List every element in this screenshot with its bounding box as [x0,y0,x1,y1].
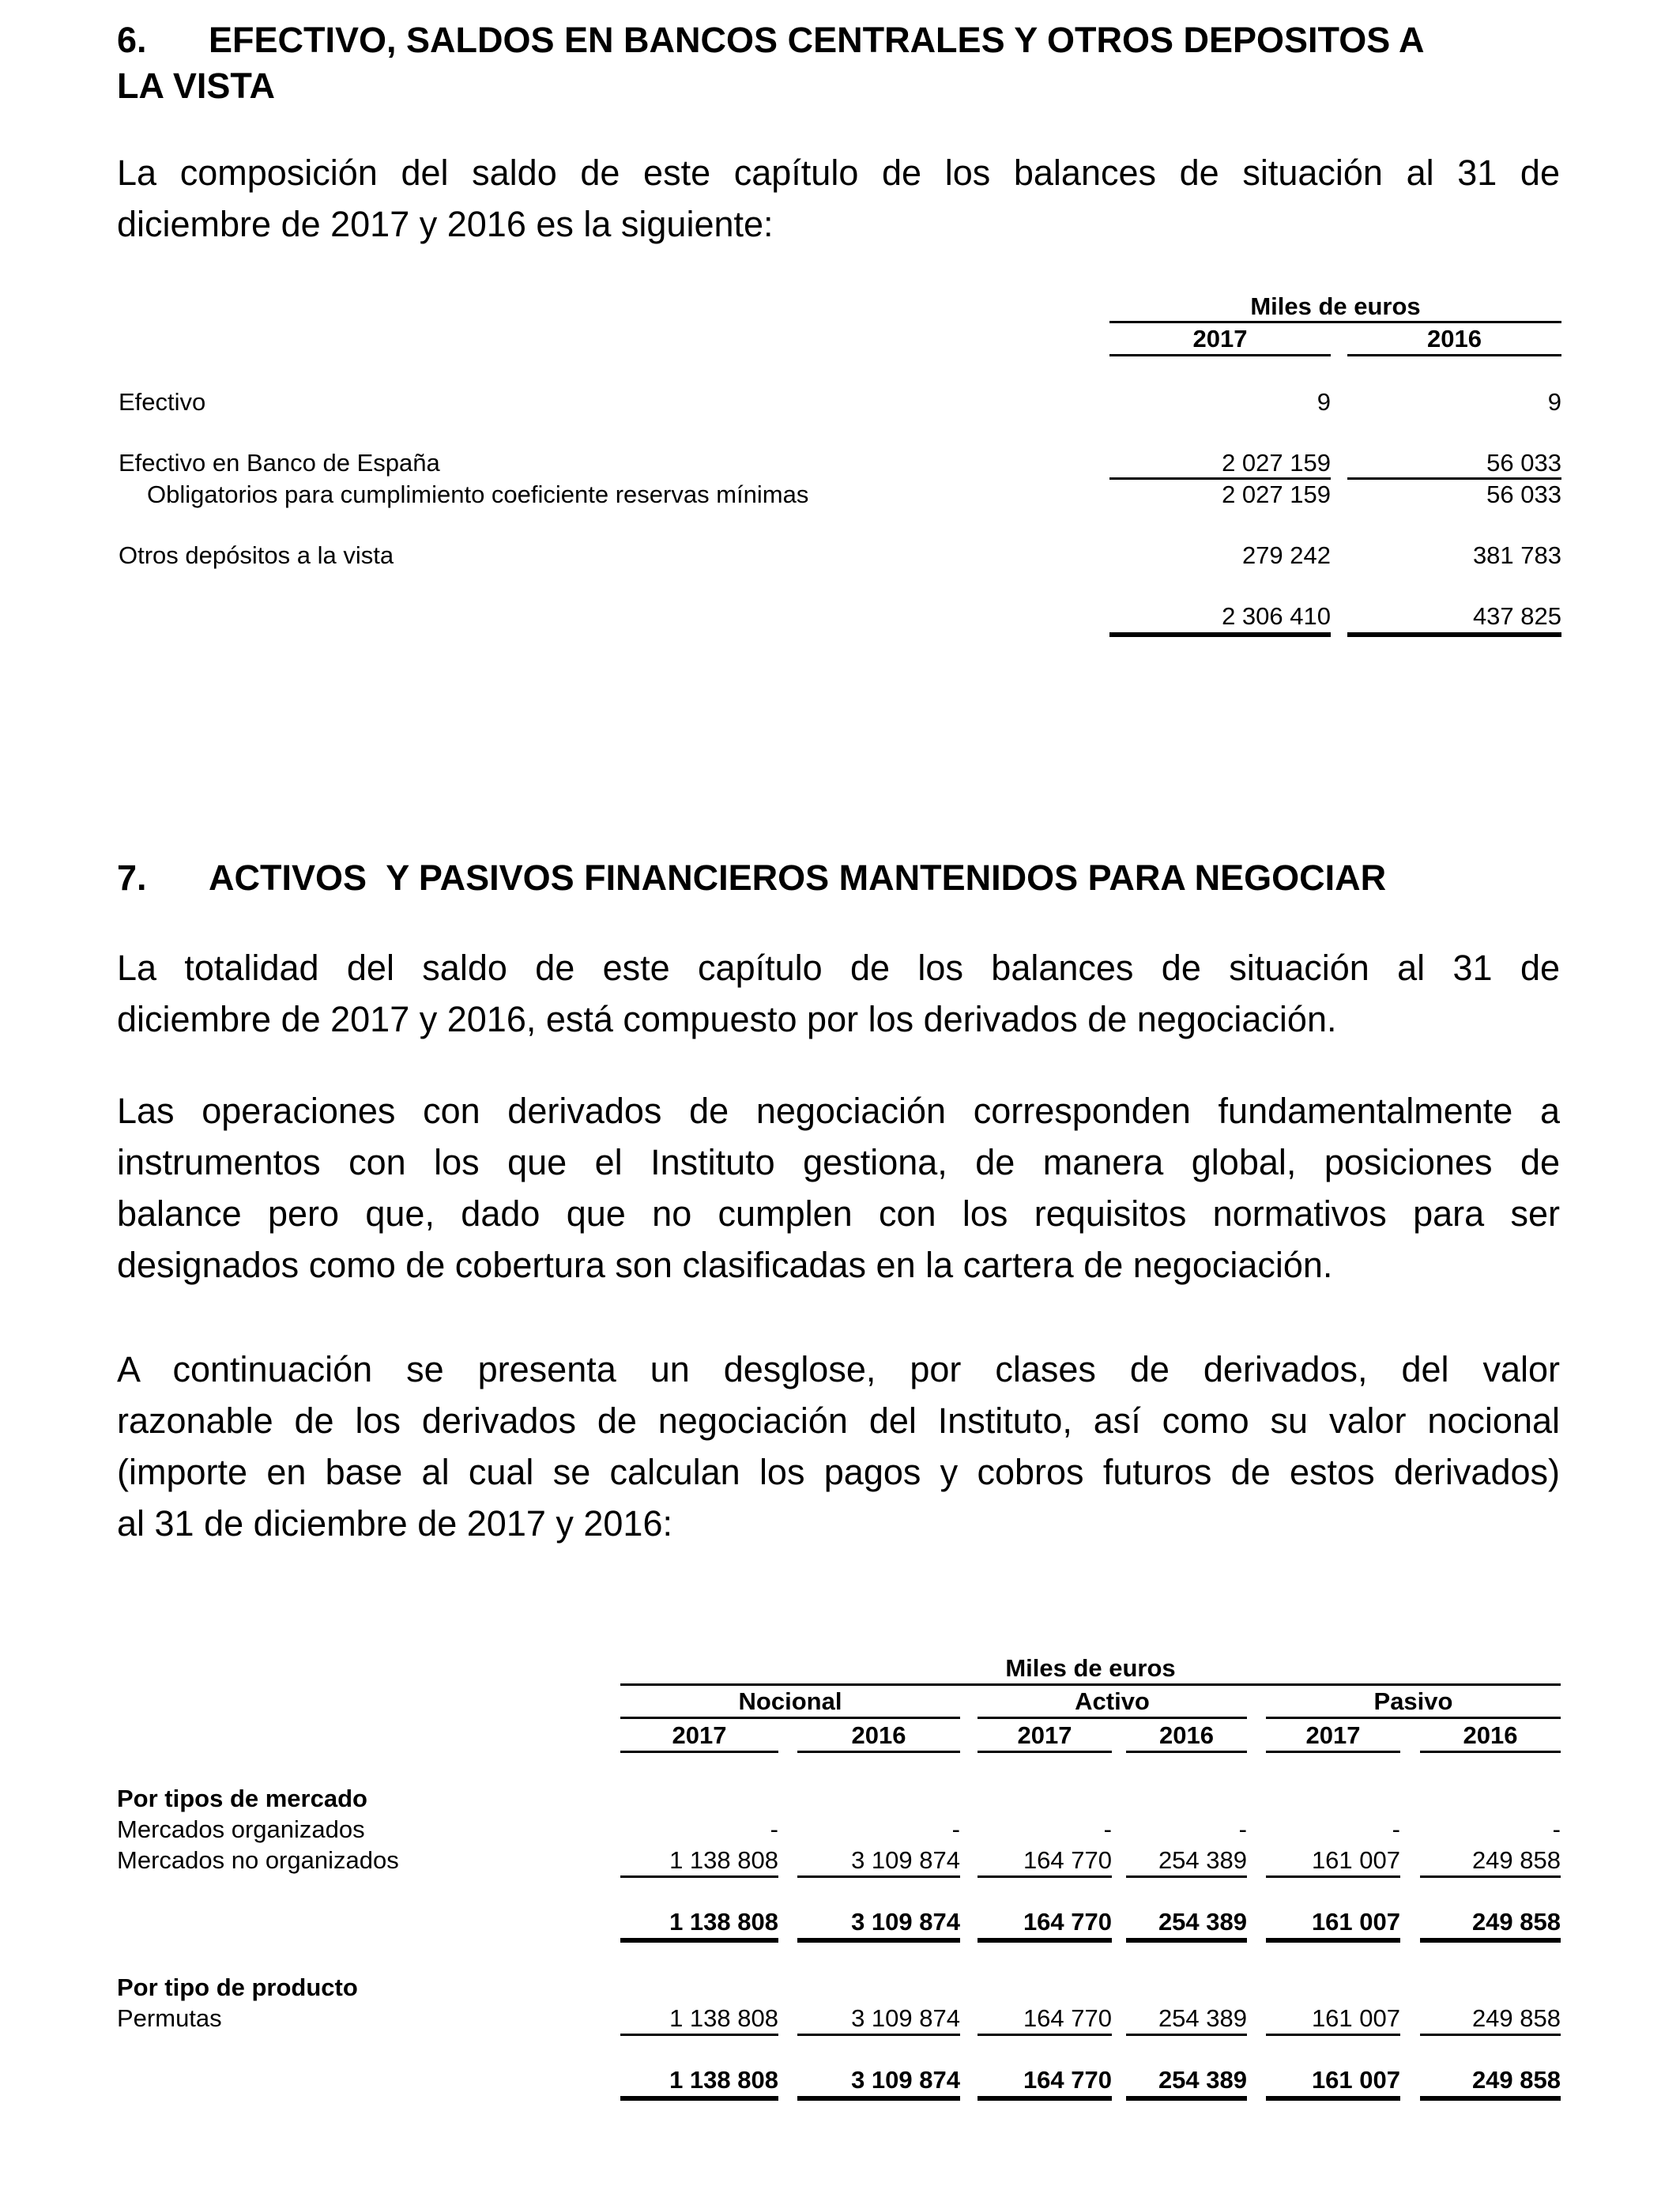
section-7-para1-line2: diciembre de 2017 y 2016, está compuesto por los derivados de negociación. [117,999,1337,1039]
table2-subtotal-rule [1420,2034,1561,2036]
table2-cell: - [951,1815,960,1843]
table2-year: 2016 [1159,1721,1214,1749]
table2-total-double-rule [1420,1938,1561,1943]
table2-total-double-rule [1126,1938,1247,1943]
table2-group-rule [620,1717,960,1719]
section-6-paragraph [117,147,1560,250]
table1-cell: 381 783 [1472,541,1561,569]
table2-total-double-rule [797,2096,960,2101]
table1-row-label: Obligatorios para cumplimiento coeficiente reservas mínimas [147,481,809,508]
table2-year-rule [1420,1751,1561,1753]
table1-total-cell: 2 306 410 [1222,602,1331,630]
table2-unit-header: Miles de euros [1005,1654,1176,1682]
table2-cell: - [1103,1815,1112,1843]
table2-cell: 1 138 808 [669,1846,778,1874]
table2-cell: 249 858 [1471,2004,1561,2032]
table1-cell: 56 033 [1486,481,1561,508]
table2-group-activo: Activo [1075,1687,1150,1715]
table2-subtotal-rule [797,1875,960,1878]
table2-total-cell: 1 138 808 [669,1908,778,1936]
table1-row-label: Efectivo en Banco de España [119,449,440,477]
table2-total-double-rule [620,1938,778,1943]
section-7-number: 7. [117,858,147,898]
table2-subtotal-rule [977,2034,1112,2036]
table2-total-double-rule [977,2096,1112,2101]
table2-cell: 164 770 [1023,2004,1112,2032]
table2-subtotal-rule [797,2034,960,2036]
table1-year-rule-2017 [1109,354,1331,356]
table2-year: 2017 [1305,1721,1361,1749]
table1-year-2017: 2017 [1192,325,1248,352]
table1-total-cell: 437 825 [1472,602,1561,630]
table2-year: 2017 [672,1721,727,1749]
section-6-title-line2: LA VISTA [117,66,275,106]
table2-row-label: Mercados organizados [117,1815,365,1843]
table2-total-cell: 3 109 874 [851,2066,960,2094]
section-7-para3-line2: razonable de los derivados de negociación del Instituto, así como su valor nocional [117,1400,1560,1441]
table1-cell: 2 027 159 [1222,449,1331,477]
table1-cell: 2 027 159 [1222,481,1331,508]
table1-cell: 9 [1317,388,1331,416]
table2-year-rule [1126,1751,1247,1753]
table2-total-cell: 1 138 808 [669,2066,778,2094]
table2-group-nocional: Nocional [738,1687,842,1715]
section-6-para-line1: La composición del saldo de este capítulo de los balances de situación al 31 de [117,153,1560,193]
table2-subtotal-rule [1266,2034,1400,2036]
table1-unit-header: Miles de euros [1250,292,1421,320]
table2-cell: - [1552,1815,1561,1843]
table2-product-heading: Por tipo de producto [117,1973,358,2001]
table1-total-double-rule [1109,632,1331,637]
table1-row-label: Otros depósitos a la vista [119,541,394,569]
table2-cell: 249 858 [1471,1846,1561,1874]
table2-year-rule [977,1751,1112,1753]
table2-subtotal-rule [1266,1875,1400,1878]
section-7-paragraph-1 [117,942,1560,1045]
table2-total-double-rule [977,1938,1112,1943]
table2-total-cell: 254 389 [1158,2066,1247,2094]
table2-total-cell: 3 109 874 [851,1908,960,1936]
table2-total-cell: 164 770 [1023,2066,1112,2094]
table2-year-rule [620,1751,778,1753]
table2-subtotal-rule [620,2034,778,2036]
table2-cell: 1 138 808 [669,2004,778,2032]
table2-cell: 254 389 [1158,1846,1247,1874]
section-7-heading [117,855,1563,901]
table2-cell: 161 007 [1311,2004,1400,2032]
table2-group-rule [1266,1717,1561,1719]
table2-row-label: Permutas [117,2004,222,2032]
section-7-para2-line4: designados como de cobertura son clasificadas en la cartera de negociación. [117,1245,1333,1285]
table2-total-double-rule [1420,2096,1561,2101]
table2-year-rule [797,1751,960,1753]
table2-row-label: Mercados no organizados [117,1846,399,1874]
table2-total-cell: 249 858 [1471,1908,1561,1936]
table2-total-double-rule [1266,2096,1400,2101]
section-6-para-line2: diciembre de 2017 y 2016 es la siguiente: [117,204,774,244]
table2-subtotal-rule [977,1875,1112,1878]
table2-cell: 3 109 874 [851,2004,960,2032]
table1-year-rule-2016 [1347,354,1561,356]
table2-market-heading: Por tipos de mercado [117,1785,367,1812]
table1-row-label: Efectivo [119,388,206,416]
table2-subtotal-rule [1126,2034,1247,2036]
table1-cell: 279 242 [1241,541,1331,569]
table2-subtotal-rule [1126,1875,1247,1878]
table2-total-cell: 161 007 [1311,1908,1400,1936]
table1-year-2016: 2016 [1427,325,1482,352]
section-7-para1-line1: La totalidad del saldo de este capítulo de los balances de situación al 31 de [117,948,1560,988]
table2-total-cell: 249 858 [1471,2066,1561,2094]
section-7-paragraph-2 [117,1085,1560,1291]
section-6-title-line1: EFECTIVO, SALDOS EN BANCOS CENTRALES Y OTROS DEPOSITOS A [209,20,1425,60]
table2-subtotal-rule [1420,1875,1561,1878]
table2-total-double-rule [797,1938,960,1943]
table2-cell: - [1392,1815,1400,1843]
table2-year: 2016 [1463,1721,1518,1749]
section-7-para2-line1: Las operaciones con derivados de negociación corresponden fundamentalmente a [117,1091,1560,1131]
table2-total-double-rule [620,2096,778,2101]
section-6-number: 6. [117,20,147,60]
table2-cell: 254 389 [1158,2004,1247,2032]
table2-total-cell: 164 770 [1023,1908,1112,1936]
table2-total-cell: 254 389 [1158,1908,1247,1936]
table2-cell: - [770,1815,778,1843]
section-7-para3-line3: (importe en base al cual se calculan los pagos y cobros futuros de estos derivados) [117,1452,1560,1492]
section-7-para3-line1: A continuación se presenta un desglose, por clases de derivados, del valor [117,1349,1560,1389]
section-7-para2-line2: instrumentos con los que el Instituto gestiona, de manera global, posiciones de [117,1142,1560,1182]
table1-cell: 9 [1547,388,1561,416]
table2-group-pasivo: Pasivo [1373,1687,1453,1715]
table2-cell: - [1238,1815,1247,1843]
table2-cell: 164 770 [1023,1846,1112,1874]
table1-cell: 56 033 [1486,449,1561,477]
table2-year-rule [1266,1751,1400,1753]
table2-year: 2016 [851,1721,906,1749]
table1-total-double-rule [1347,632,1561,637]
table2-cell: 161 007 [1311,1846,1400,1874]
table2-total-double-rule [1126,2096,1247,2101]
table2-group-rule [977,1717,1247,1719]
table2-total-cell: 161 007 [1311,2066,1400,2094]
table2-year: 2017 [1017,1721,1072,1749]
section-7-para3-line4: al 31 de diciembre de 2017 y 2016: [117,1503,672,1544]
section-7-paragraph-3 [117,1344,1560,1549]
section-7-para2-line3: balance pero que, dado que no cumplen con los requisitos normativos para ser [117,1193,1560,1234]
table1-unit-rule [1109,321,1561,323]
table2-cell: 3 109 874 [851,1846,960,1874]
section-7-title: ACTIVOS Y PASIVOS FINANCIEROS MANTENIDOS PARA NEGOCIAR [209,858,1387,898]
table2-unit-rule [620,1683,1561,1686]
table2-subtotal-rule [620,1875,778,1878]
table2-total-double-rule [1266,1938,1400,1943]
